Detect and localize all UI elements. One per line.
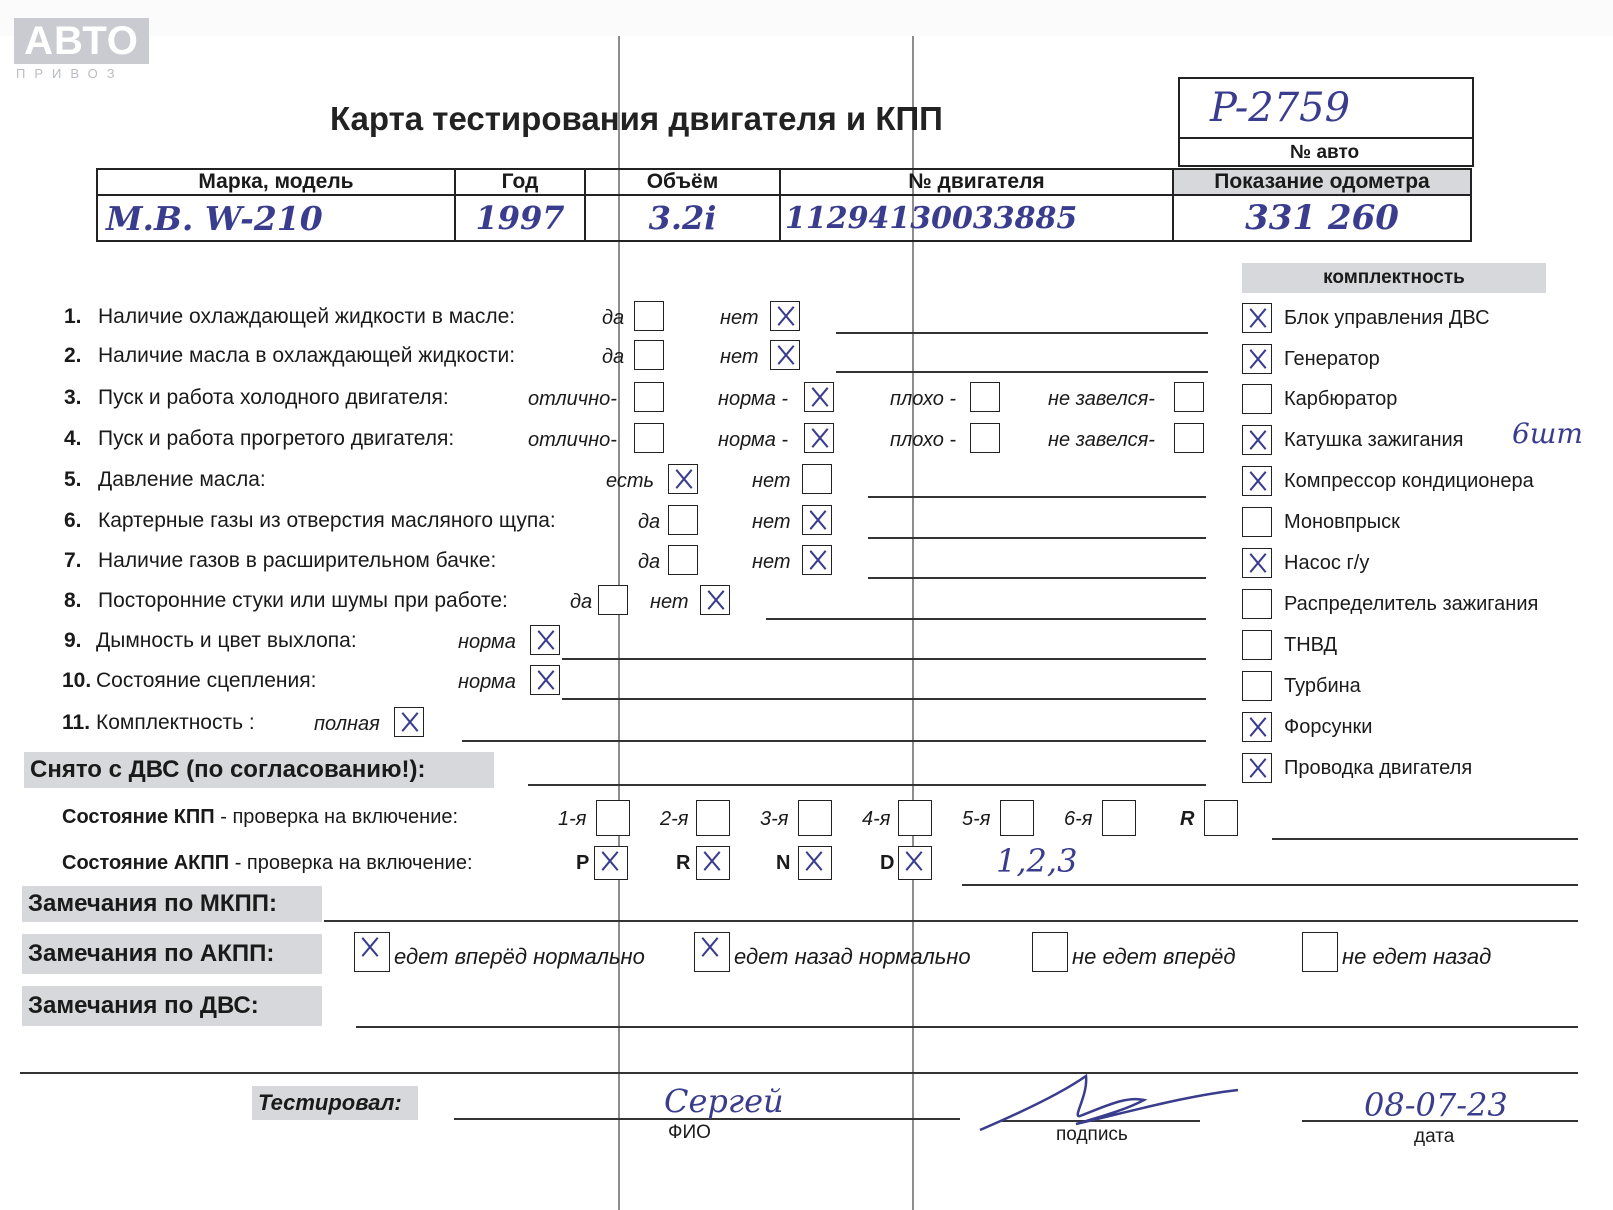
- option-checkbox[interactable]: [802, 505, 832, 535]
- option-label: есть: [606, 470, 655, 492]
- mode-checkbox[interactable]: [898, 846, 932, 880]
- mode-label: P: [576, 852, 590, 874]
- option-checkbox[interactable]: [598, 585, 628, 615]
- fio-label: ФИО: [668, 1122, 711, 1143]
- removed-line: [528, 784, 1206, 786]
- tested-label: Тестировал:: [252, 1086, 418, 1120]
- option-checkbox[interactable]: [970, 423, 1000, 453]
- gear-checkbox[interactable]: [1204, 800, 1238, 836]
- removed-label: Снято с ДВС (по согласованию!):: [24, 752, 494, 788]
- gear-label: 5-я: [962, 808, 991, 830]
- option-checkbox[interactable]: [802, 464, 832, 494]
- question-text: Наличие масла в охлаждающей жидкости:: [98, 344, 516, 367]
- kit-checkbox[interactable]: [1242, 753, 1272, 783]
- auto-number-value: P-2759: [1210, 85, 1351, 131]
- option-label: нет: [720, 307, 759, 329]
- question-text: Наличие охлаждающей жидкости в масле:: [98, 305, 516, 328]
- option-checkbox[interactable]: [668, 464, 698, 494]
- kit-checkbox[interactable]: [1242, 303, 1272, 333]
- kpp-line: [1272, 838, 1578, 840]
- question-number: 9.: [64, 629, 82, 652]
- option-label: да: [602, 307, 625, 329]
- answer-line: [868, 577, 1206, 579]
- option-label: плохо -: [890, 429, 957, 451]
- option-checkbox[interactable]: [770, 301, 800, 331]
- remark-label: не едет назад: [1342, 944, 1492, 969]
- gear-label: R: [1180, 808, 1195, 830]
- col-engine-no: № двигателя: [780, 169, 1173, 195]
- option-label: нет: [650, 591, 689, 613]
- answer-line: [766, 618, 1206, 620]
- tester-name: Сергей: [664, 1082, 784, 1120]
- gear-checkbox[interactable]: [596, 800, 630, 836]
- remark-checkbox[interactable]: [1032, 932, 1068, 972]
- date-label: дата: [1414, 1126, 1455, 1147]
- answer-line: [562, 658, 1206, 660]
- model-value: M.B. W-210: [97, 195, 455, 241]
- question-number: 1.: [64, 305, 82, 328]
- gear-label: 2-я: [660, 808, 689, 830]
- remarks-akpp-label: Замечания по АКПП:: [22, 934, 322, 974]
- option-label: полная: [314, 713, 380, 735]
- mode-label: R: [676, 852, 691, 874]
- mode-checkbox[interactable]: [696, 846, 730, 880]
- option-checkbox[interactable]: [668, 545, 698, 575]
- mode-checkbox[interactable]: [798, 846, 832, 880]
- kit-label: Компрессор кондиционера: [1284, 470, 1534, 492]
- question-number: 4.: [64, 427, 82, 450]
- kit-label: Проводка двигателя: [1284, 757, 1473, 779]
- question-number: 3.: [64, 386, 82, 409]
- kit-label: Форсунки: [1284, 716, 1373, 738]
- question-number: 6.: [64, 509, 82, 532]
- remark-label: едет назад нормально: [734, 944, 971, 969]
- option-label: отлично-: [528, 429, 617, 451]
- date-value: 08-07-23: [1364, 1086, 1508, 1124]
- page-title: Карта тестирования двигателя и КПП: [330, 100, 943, 137]
- question-text: Посторонние стуки или шумы при работе:: [98, 589, 508, 612]
- option-checkbox[interactable]: [530, 665, 560, 695]
- question-text: Пуск и работа холодного двигателя:: [98, 386, 449, 409]
- avtoprivoz-logo: АВТО: [14, 18, 149, 64]
- auto-number-label: № авто: [1290, 142, 1360, 163]
- answer-line: [868, 496, 1206, 498]
- auto-number-box: [1178, 77, 1474, 167]
- odometer-value: 331 260: [1173, 195, 1471, 241]
- gear-checkbox[interactable]: [1000, 800, 1034, 836]
- kit-label: Катушка зажигания: [1284, 429, 1464, 451]
- kit-checkbox[interactable]: [1242, 712, 1272, 742]
- option-label: норма -: [718, 388, 789, 410]
- question-text: Картерные газы из отверстия масляного щупа:: [98, 509, 556, 532]
- option-label: норма: [458, 671, 516, 693]
- option-label: да: [638, 551, 661, 573]
- option-checkbox[interactable]: [634, 382, 664, 412]
- remark-label: едет вперёд нормально: [394, 944, 645, 969]
- question-text: Пуск и работа прогретого двигателя:: [98, 427, 455, 450]
- option-label: да: [570, 591, 593, 613]
- question-text: Состояние сцепления:: [96, 669, 317, 692]
- remarks-mkpp-line: [324, 920, 1578, 922]
- option-label: не завелся-: [1048, 388, 1155, 410]
- mode-label: D: [880, 852, 895, 874]
- gear-label: 1-я: [558, 808, 587, 830]
- option-label: нет: [720, 346, 759, 368]
- option-label: норма: [458, 631, 516, 653]
- kit-checkbox[interactable]: [1242, 671, 1272, 701]
- remarks-extra-line: [20, 1072, 1578, 1074]
- option-checkbox[interactable]: [634, 301, 664, 331]
- kit-checkbox[interactable]: [1242, 548, 1272, 578]
- divider: [1180, 137, 1472, 139]
- option-checkbox[interactable]: [1174, 423, 1204, 453]
- engine-no-value: 11294130033885: [780, 195, 1173, 241]
- option-checkbox[interactable]: [668, 505, 698, 535]
- option-checkbox[interactable]: [634, 423, 664, 453]
- volume-value: 3.2i: [585, 195, 780, 241]
- col-volume: Объём: [585, 169, 780, 195]
- kit-label: Моновпрыск: [1284, 511, 1400, 533]
- option-checkbox[interactable]: [802, 545, 832, 575]
- answer-line: [836, 332, 1208, 334]
- kit-checkbox[interactable]: [1242, 384, 1272, 414]
- option-checkbox[interactable]: [530, 625, 560, 655]
- gear-checkbox[interactable]: [1102, 800, 1136, 836]
- question-text: Дымность и цвет выхлопа:: [96, 629, 357, 652]
- kit-checkbox[interactable]: [1242, 344, 1272, 374]
- logo-subtitle: ПРИВОЗ: [16, 66, 124, 81]
- question-text: Наличие газов в расширительном бачке:: [98, 549, 497, 572]
- option-checkbox[interactable]: [804, 423, 834, 453]
- kit-label: Карбюратор: [1284, 388, 1398, 410]
- answer-line: [562, 698, 1206, 700]
- remarks-dvs-label: Замечания по ДВС:: [22, 986, 322, 1026]
- option-checkbox[interactable]: [394, 707, 424, 737]
- option-label: норма -: [718, 429, 789, 451]
- kit-note: 6шт: [1512, 417, 1583, 450]
- year-value: 1997: [455, 195, 585, 241]
- kit-title: комплектность: [1242, 263, 1546, 293]
- gear-checkbox[interactable]: [798, 800, 832, 836]
- vehicle-info-table: [96, 168, 1472, 242]
- remark-label: не едет вперёд: [1072, 944, 1236, 969]
- kit-label: Турбина: [1284, 675, 1361, 697]
- kpp-label: Состояние КПП - проверка на включение:: [62, 806, 459, 828]
- option-label: не завелся-: [1048, 429, 1155, 451]
- mode-label: N: [776, 852, 791, 874]
- answer-line: [868, 537, 1206, 539]
- kit-checkbox[interactable]: [1242, 630, 1272, 660]
- option-label: да: [638, 511, 661, 533]
- question-number: 8.: [64, 589, 82, 612]
- remarks-mkpp-label: Замечания по МКПП:: [22, 886, 322, 922]
- question-number: 10.: [62, 669, 92, 692]
- option-label: нет: [752, 470, 791, 492]
- col-odometer: Показание одометра: [1173, 169, 1471, 195]
- gear-checkbox[interactable]: [696, 800, 730, 836]
- col-model: Марка, модель: [97, 169, 455, 195]
- signature-label: подпись: [1056, 1124, 1128, 1145]
- option-checkbox[interactable]: [1174, 382, 1204, 412]
- remark-checkbox[interactable]: [694, 932, 730, 972]
- mode-checkbox[interactable]: [594, 846, 628, 880]
- answer-line: [462, 740, 1206, 742]
- question-number: 7.: [64, 549, 82, 572]
- remark-checkbox[interactable]: [354, 932, 390, 972]
- option-label: нет: [752, 551, 791, 573]
- kit-label: Блок управления ДВС: [1284, 307, 1490, 329]
- question-number: 2.: [64, 344, 82, 367]
- kit-checkbox[interactable]: [1242, 425, 1272, 455]
- kit-checkbox[interactable]: [1242, 466, 1272, 496]
- question-number: 11.: [62, 711, 91, 734]
- col-year: Год: [455, 169, 585, 195]
- remarks-dvs-line: [356, 1026, 1578, 1028]
- kit-label: Генератор: [1284, 348, 1380, 370]
- gear-label: 6-я: [1064, 808, 1093, 830]
- question-text: Комплектность :: [96, 711, 255, 734]
- option-checkbox[interactable]: [970, 382, 1000, 412]
- option-checkbox[interactable]: [804, 382, 834, 412]
- option-label: да: [602, 346, 625, 368]
- akpp-note: 1,2,3: [996, 842, 1078, 880]
- option-label: отлично-: [528, 388, 617, 410]
- remark-checkbox[interactable]: [1302, 932, 1338, 972]
- kit-label: ТНВД: [1284, 634, 1338, 656]
- akpp-line: [962, 884, 1578, 886]
- gear-label: 3-я: [760, 808, 789, 830]
- answer-line: [836, 371, 1208, 373]
- question-text: Давление масла:: [98, 468, 266, 491]
- kit-checkbox[interactable]: [1242, 507, 1272, 537]
- option-checkbox[interactable]: [700, 585, 730, 615]
- option-checkbox[interactable]: [770, 340, 800, 370]
- option-checkbox[interactable]: [634, 340, 664, 370]
- kit-checkbox[interactable]: [1242, 589, 1272, 619]
- gear-label: 4-я: [862, 808, 891, 830]
- kit-label: Насос г/у: [1284, 552, 1370, 574]
- option-label: нет: [752, 511, 791, 533]
- gear-checkbox[interactable]: [898, 800, 932, 836]
- akpp-label: Состояние АКПП - проверка на включение:: [62, 852, 473, 874]
- question-number: 5.: [64, 468, 82, 491]
- option-label: плохо -: [890, 388, 957, 410]
- kit-label: Распределитель зажигания: [1284, 593, 1539, 615]
